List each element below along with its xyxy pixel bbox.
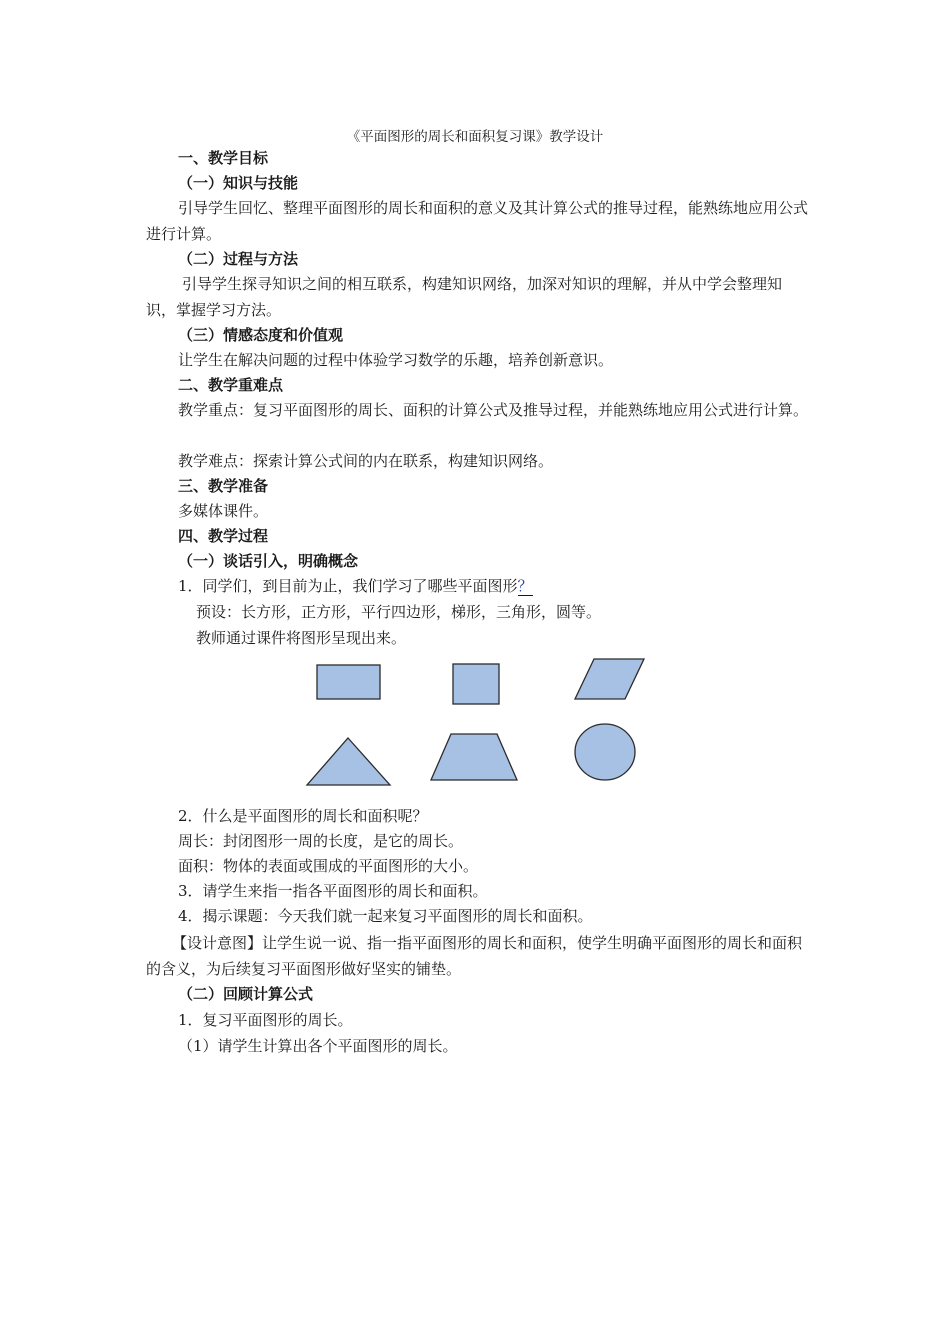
- paragraph-key-point: 教学重点：复习平面图形的周长、面积的计算公式及推导过程，并能熟练地应用公式进行计算。: [178, 401, 809, 419]
- question-1: [178, 576, 533, 596]
- question-1-text: 1．同学们，到目前为止，我们学习了哪些平面图形: [178, 577, 518, 595]
- paragraph-process-methods: 引导学生探寻知识之间的相互联系，构建知识网络，加深对知识的理解，并从中学会整理知识，掌握学习方法。: [146, 275, 783, 319]
- question-1-teacher: 教师通过课件将图形呈现出来。: [196, 629, 407, 647]
- document-title: 《平面图形的周长和面积复习课》教学设计: [346, 129, 604, 145]
- triangle-icon: [307, 738, 390, 785]
- subheading-process-methods: （二）过程与方法: [178, 250, 299, 268]
- circle-icon: [575, 724, 635, 780]
- plane-shapes-figure: [300, 652, 650, 794]
- question-2: 2．什么是平面图形的周长和面积呢？: [178, 807, 428, 825]
- question-1-mark: ？: [517, 577, 533, 595]
- paragraph-knowledge-skills: 引导学生回忆、整理平面图形的周长和面积的意义及其计算公式的推导过程，能熟练地应用公式进行计算。: [146, 199, 809, 243]
- section-heading-key-points: 二、教学重难点: [178, 376, 284, 394]
- question-3: 3．请学生来指一指各平面图形的周长和面积。: [178, 882, 488, 900]
- rectangle-icon: [317, 665, 380, 699]
- section-heading-preparation: 三、教学准备: [178, 477, 269, 495]
- paragraph-difficulty: 教学难点：探索计算公式间的内在联系，构建知识网络。: [178, 452, 554, 470]
- review-item-1-1: （1）请学生计算出各个平面图形的周长。: [178, 1037, 458, 1055]
- subheading-knowledge-skills: （一）知识与技能: [178, 174, 299, 192]
- square-icon: [453, 664, 499, 704]
- area-definition: 面积：物体的表面或围成的平面图形的大小。: [178, 857, 479, 875]
- review-item-1: 1．复习平面图形的周长。: [178, 1011, 353, 1029]
- parallelogram-icon: [575, 659, 644, 699]
- subheading-attitudes-values: （三）情感态度和价值观: [178, 326, 344, 344]
- trapezoid-icon: [431, 734, 517, 780]
- question-4: 4．揭示课题：今天我们就一起来复习平面图形的周长和面积。: [178, 907, 593, 925]
- section-heading-objectives: 一、教学目标: [178, 149, 269, 167]
- paragraph-attitudes-values: 让学生在解决问题的过程中体验学习数学的乐趣，培养创新意识。: [178, 351, 614, 369]
- question-1-preset: 预设：长方形，正方形，平行四边形，梯形，三角形，圆等。: [196, 603, 602, 621]
- section-heading-process: 四、教学过程: [178, 527, 269, 545]
- perimeter-definition: 周长：封闭图形一周的长度，是它的周长。: [178, 832, 464, 850]
- subheading-formula-review: （二）回顾计算公式: [178, 985, 314, 1003]
- paragraph-preparation: 多媒体课件。: [178, 502, 269, 520]
- design-intent: 【设计意图】让学生说一说、指一指平面图形的周长和面积，使学生明确平面图形的周长和面积的含义，为后续复习平面图形做好坚实的铺垫。: [146, 934, 803, 978]
- subheading-introduction: （一）谈话引入，明确概念: [178, 552, 359, 570]
